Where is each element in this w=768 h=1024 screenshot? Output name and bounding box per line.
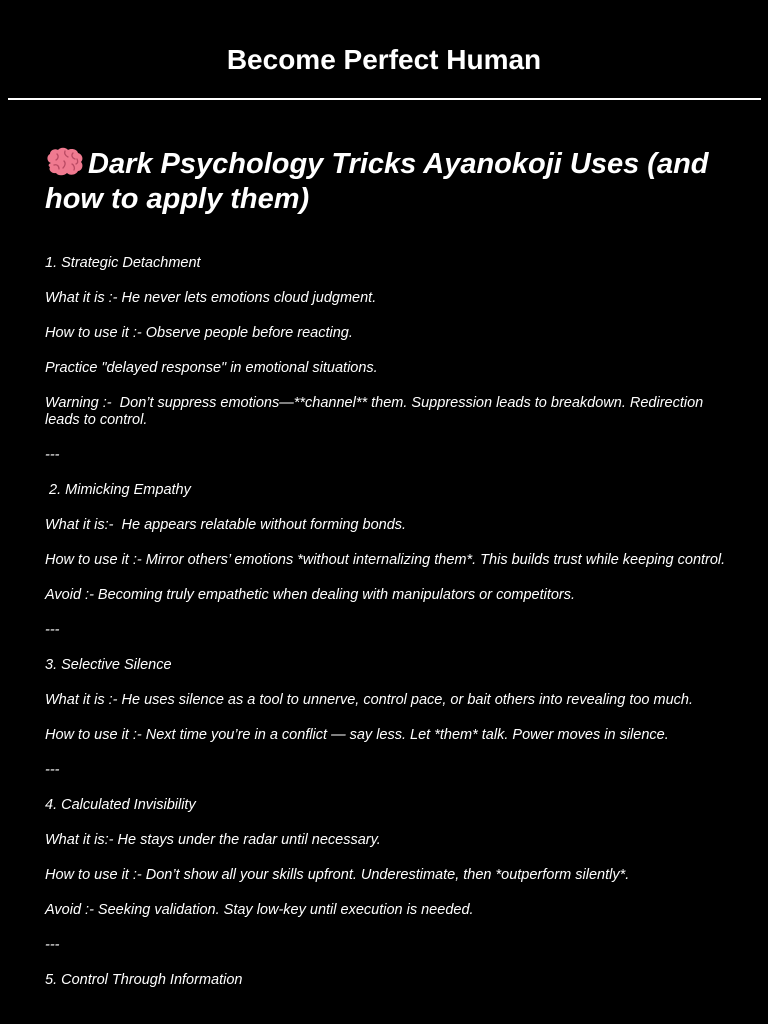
article-paragraph: Avoid :- Seeking validation. Stay low-key until execution is needed. [45,902,474,918]
section-divider: --- [45,622,60,638]
section-heading: 1. Strategic Detachment [45,255,201,271]
article-paragraph: What it is :- He never lets emotions cloud judgment. [45,290,377,306]
section-divider: --- [45,937,60,953]
article-paragraph: What it is:- He appears relatable without forming bonds. [45,517,407,533]
article-paragraph: Practice "delayed response" in emotional situations. [45,360,378,376]
section-divider: --- [45,762,60,778]
section-heading: 3. Selective Silence [45,657,172,673]
article-paragraph: How to use it :- Don’t show all your skills upfront. Underestimate, then *outperform silently*. [45,867,630,883]
article-body [45,255,735,989]
page-header [0,0,768,100]
page-title: Become Perfect Human [226,44,542,75]
article-paragraph: How to use it :- Observe people before reacting. [45,325,353,341]
section-heading: 5. Control Through Information [45,972,243,988]
section-heading: 4. Calculated Invisibility [45,797,196,813]
section-heading: 2. Mimicking Empathy [45,482,191,498]
header-divider [8,98,761,100]
article-paragraph: What it is:- He stays under the radar until necessary. [45,832,381,848]
article-paragraph: How to use it :- Mirror others’ emotions *without internalizing them*. This builds trust while keeping control. [45,552,726,568]
article-paragraph: Warning :- Don’t suppress emotions—**channel** them. Suppression leads to breakdown. Redirection leads to control. [45,395,708,428]
article-paragraph: Avoid :- Becoming truly empathetic when dealing with manipulators or competitors. [45,587,576,603]
article-paragraph: What it is :- He uses silence as a tool to unnerve, control pace, or bait others into revealing too much. [45,692,693,708]
article-content [45,147,735,989]
article-heading [45,147,735,217]
brain-icon [45,147,85,177]
article-heading-text: Dark Psychology Tricks Ayanokoji Uses (and how to apply them) [45,148,709,215]
article-paragraph: How to use it :- Next time you’re in a conflict — say less. Let *them* talk. Power moves in silence. [45,727,669,743]
section-divider: --- [45,447,60,463]
